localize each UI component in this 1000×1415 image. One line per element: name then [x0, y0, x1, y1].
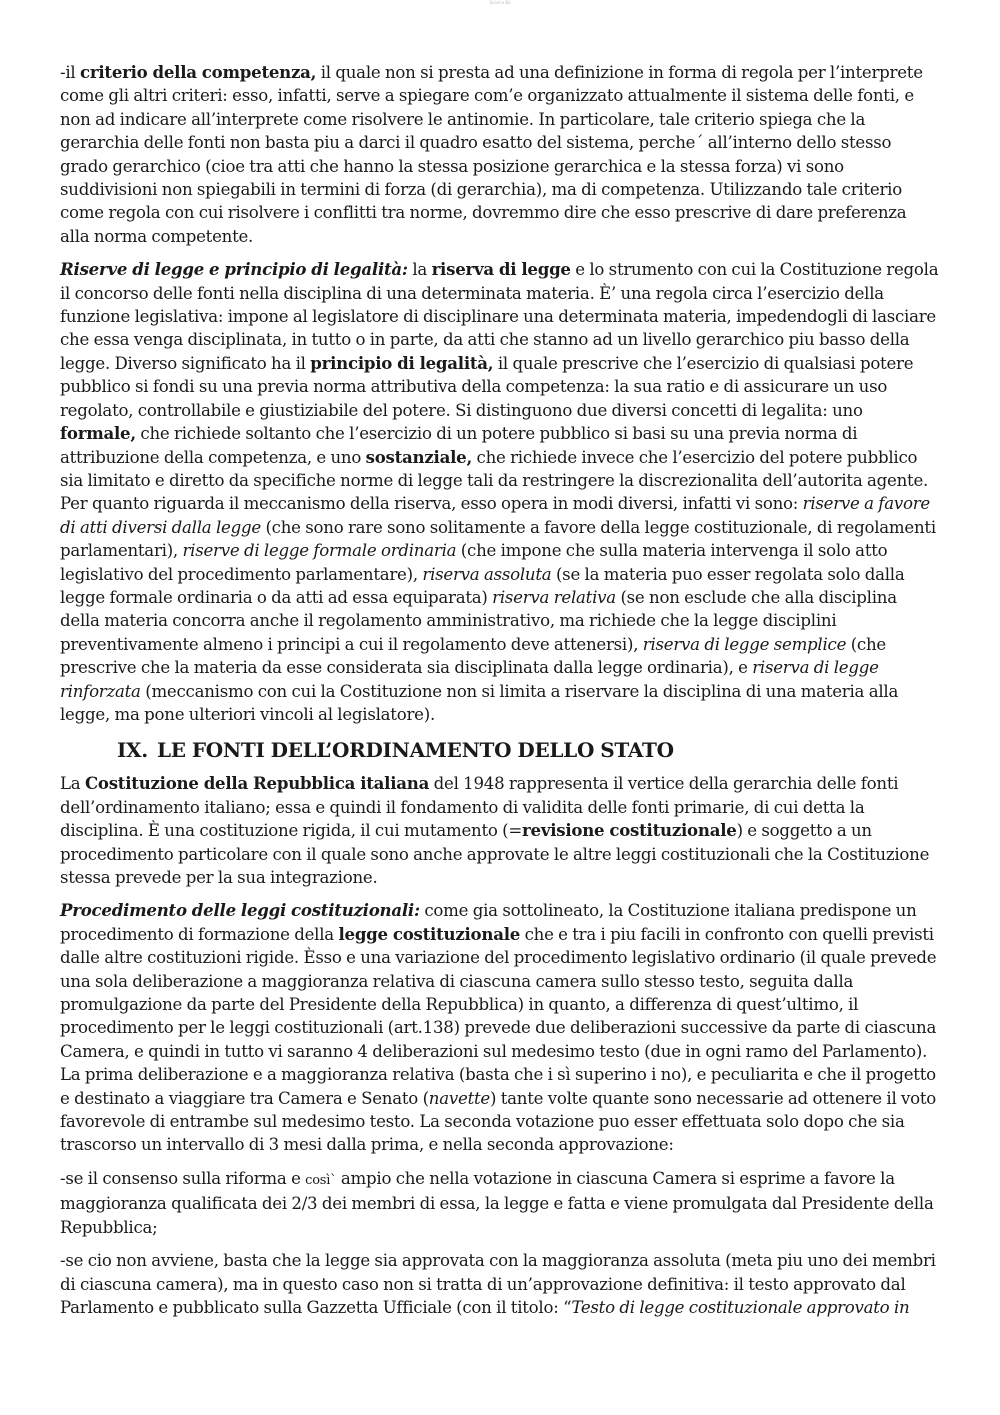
section-number: IX. — [117, 738, 148, 763]
bold-term: formale, — [60, 423, 136, 444]
italic-term: navette — [428, 1088, 490, 1108]
italic-term: riserva di legge rinforzata — [60, 658, 879, 701]
paragraph-procedimento-leggi-costituzionali — [60, 899, 940, 1156]
text-run: -se il consenso sulla riforma e — [60, 1168, 306, 1188]
bold-term: principio di legalità, — [310, 352, 494, 373]
bold-term: revisione costituzionale — [522, 820, 737, 841]
text-run: ampio che nella votazione in ciascuna Camera si esprime a favore la maggioranza qualificata dei 2/3 dei membri di essa, la legge e fatta e viene promulgata dal Presidente della Repubblica; — [60, 1168, 934, 1237]
text-run: il quale prescrive che l’esercizio di qualsiasi potere pubblico si fondi su una previa norma attributiva della competenza: la sua ratio e di assicurare un uso regolato, controllabile e giustiziabile del potere. Si distinguono due diversi concetti di legalita: uno — [60, 353, 914, 420]
text-run: ) tante volte quante sono necessarie ad ottenere il voto favorevole di entrambe sul medesimo testo. La seconda votazione puo esser effettuata solo dopo che sia trascorso un intervallo di 3 mesi dalla prima, e nella seconda approvazione: — [60, 1088, 937, 1155]
text-run: (che impone che sulla materia intervenga il solo atto legislativo del procedimento parlamentare), — [60, 541, 888, 584]
bold-term: legge costituzionale — [338, 923, 521, 944]
italic-term: Testo di legge costituzionale approvato in — [571, 1297, 910, 1317]
text-run: -il — [60, 63, 80, 82]
section-heading — [117, 736, 940, 764]
watermark-text: Scarica Bo — [489, 0, 511, 5]
text-run: che e tra i piu facili in confronto con quelli previsti dalle altre costituzioni rigide. Èsso e una variazione del procedimento legislativo ordinario (il quale prevede una sola deliberazione a maggioranza relativa di ciascuna camera sullo stesso testo, seguita dalla promulgazione da parte del Presidente della Repubblica) in quanto, a differenza di quest’ultimo, il procedimento per le leggi costituzionali (art.138) prevede due deliberazioni successive da parte di ciascuna Camera, e quindi in tutto vi saranno 4 deliberazioni sul medesimo testo (due in ogni ramo del Parlamento). La prima deliberazione e a maggioranza relativa (basta che i sì superino i no), e peculiarita e che il progetto e destinato a viaggiare tra Camera e Senato ( — [60, 924, 937, 1108]
italic-term: riserva di legge semplice — [642, 634, 847, 654]
paragraph-heading: Riserve di legge e principio di legalità: — [60, 259, 408, 280]
text-run: del 1948 rappresenta il vertice della gerarchia delle fonti dell’ordinamento italiano; essa e quindi il fondamento di validita delle fonti primarie, di cui detta la disciplina. È una costituzione rigida, il cui mutamento (= — [60, 774, 899, 841]
text-run: (se non esclude che alla disciplina della materia concorra anche il regolamento amministrativo, ma richiede che la legge disciplini preventivamente almeno i principi a cui il regolamento deve attenersi), — [60, 587, 897, 654]
text-run: (meccanismo con cui la Costituzione non si limita a riservare la disciplina di una materia alla legge, ma pone ulteriori vincoli al legislatore). — [60, 681, 899, 724]
text-run: che richiede soltanto che l’esercizio di un potere pubblico si basi su una previa norma di attribuzione della competenza, e uno — [60, 424, 858, 467]
text-run: ) e soggetto a un procedimento particolare con il quale sono anche approvate le altre leggi costituzionali che la Costituzione stessa prevede per la sua integrazione. — [60, 821, 930, 887]
paragraph-maggioranza-assoluta — [60, 1249, 940, 1319]
document-body — [60, 61, 940, 1329]
text-run: -se cio non avviene, basta che la legge sia approvata con la maggioranza assoluta (meta piu uno dei membri di ciascuna camera), ma in questo caso non si tratta di un’approvazione definitiva: il testo approvato dal Parlamento e pubblicato sulla Gazzetta Ufficiale (con il titolo: “ — [60, 1251, 936, 1317]
bold-term: criterio della competenza, — [80, 62, 317, 82]
text-run: (che prescrive che la materia da esse considerata sia disciplinata dalla legge ordinaria), e — [60, 634, 886, 678]
text-run: come gia sottolineato, la Costituzione italiana predispone un procedimento di formazione della — [60, 901, 917, 944]
text-run-small: così` — [305, 1172, 337, 1188]
text-run: (che sono rare sono solitamente a favore della legge costituzionale, di regolamenti parlamentari), — [60, 517, 936, 561]
section-title: LE FONTI DELL’ORDINAMENTO DELLO STATO — [157, 738, 674, 763]
paragraph-costituzione — [60, 772, 940, 889]
text-run: la — [407, 260, 432, 280]
bold-term: riserva di legge — [431, 259, 571, 280]
italic-term: riserva relativa — [492, 587, 616, 607]
paragraph-criterio-competenza — [60, 61, 940, 248]
italic-term: riserve a favore di atti diversi dalla legge — [60, 494, 930, 537]
italic-term: riserva assoluta — [422, 564, 552, 584]
italic-term: riserve di legge formale ordinaria — [182, 541, 457, 561]
text-run: il quale non si presta ad una definizione in forma di regola per l’interprete come gli altri criteri: esso, infatti, serve a spiegare com’e organizzato attualmente il sistema delle fonti, e non ad indicare all’interprete come risolvere le antinomie. In particolare, tale criterio spiega che la gerarchia delle fonti non basta piu a darci il quadro esatto del sistema, perche´ all’interno dello stesso grado gerarchico (cioe tra atti che hanno la stessa posizione gerarchica e la stessa forza) vi sono suddivisioni non spiegabili in termini di forza (di gerarchia), ma di competenza. Utilizzando tale criterio come regola con cui risolvere i conflitti tra norme, dovremmo dire che esso prescrive di dare preferenza alla norma competente. — [60, 63, 923, 246]
text-run: (se la materia puo esser regolata solo dalla legge formale ordinaria o da atti ad essa equiparata) — [60, 564, 905, 607]
text-run: che richiede invece che l’esercizio del potere pubblico sia limitato e diretto da specifiche norme di legge tali da restringere la discrezionalita dell’autorita agente. Per quanto riguarda il meccanismo della riserva, esso opera in modi diversi, infatti vi sono: — [60, 447, 929, 514]
paragraph-riserve-di-legge — [60, 258, 940, 726]
paragraph-heading: Procedimento delle leggi costituzionali: — [60, 900, 420, 921]
bold-term: Costituzione della Repubblica italiana — [84, 773, 430, 794]
paragraph-maggioranza-qualificata — [60, 1167, 940, 1239]
text-run: e lo strumento con cui la Costituzione regola il concorso delle fonti nella disciplina di una determinata materia. È’ una regola circa l’esercizio della funzione legislativa: impone al legislatore di disciplinare una determinata materia, impedendogli di lasciare che essa venga disciplinata, in tutto o in parte, da atti che stanno ad un livello gerarchico piu basso della legge. Diverso significato ha il — [60, 260, 939, 373]
text-run: La — [60, 774, 85, 794]
bold-term: sostanziale, — [365, 446, 472, 467]
